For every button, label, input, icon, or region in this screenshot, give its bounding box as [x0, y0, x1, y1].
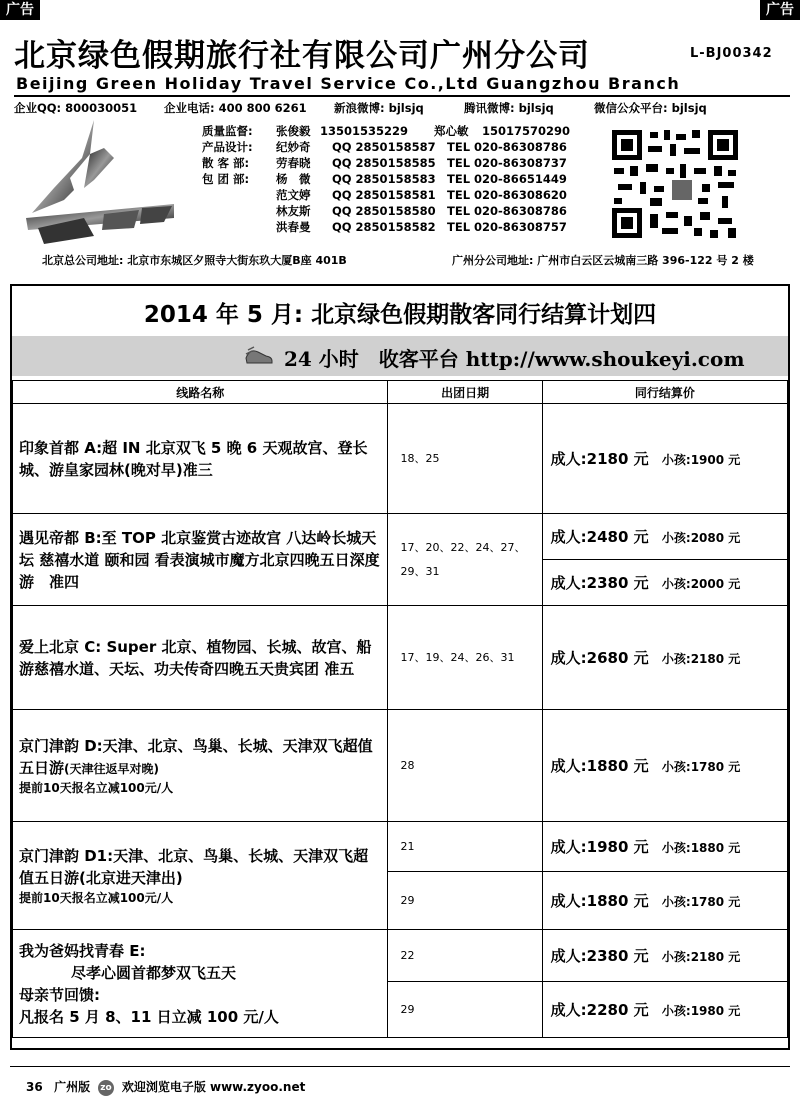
table-row: [13, 710, 788, 822]
staff-name: 杨 微: [276, 172, 311, 186]
beijing-address: 北京总公司地址: 北京市东城区夕照寺大街东玖大厦B座 401B: [42, 254, 347, 267]
staff-name: 洪春曼: [276, 220, 311, 234]
header-departure-date: 出团日期: [388, 381, 542, 404]
route-name-cell: [13, 930, 388, 1038]
header-route-name: 线路名称: [13, 381, 388, 404]
departure-dates: 18、25: [388, 404, 542, 514]
price-cell: [542, 404, 787, 514]
route-table: [12, 380, 788, 1038]
footer-divider: [10, 1066, 790, 1067]
child-price: 小孩:1900 元: [661, 453, 741, 467]
price-cell: [542, 560, 787, 606]
staff-qq: QQ 2850158580: [332, 204, 436, 218]
staff-tel: TEL 020-86308737: [447, 156, 567, 170]
tencent-weibo: 腾讯微博: bjlsjq: [464, 101, 554, 115]
child-price: 小孩:2000 元: [661, 577, 741, 591]
promo-detail: 凡报名 5 月 8、11 日立减 100 元/人: [19, 1007, 279, 1026]
wechat-qr-code-icon[interactable]: [610, 128, 740, 240]
price-cell: [542, 514, 787, 560]
price-cell: [542, 606, 787, 710]
route-subtitle: (天津往返早对晚): [64, 761, 159, 776]
adult-price: 成人:2680 元: [550, 649, 649, 667]
staff-name: 林友斯: [276, 204, 311, 218]
table-row: [13, 606, 788, 710]
departure-dates: 28: [388, 710, 542, 822]
staff-role: 包 团 部:: [202, 172, 250, 186]
price-cell: [542, 872, 787, 930]
route-name-cell: [13, 710, 388, 822]
child-price: 小孩:2180 元: [661, 652, 741, 666]
child-price: 小孩:1780 元: [661, 895, 741, 909]
route-name: 京门津韵 D:天津、北京、鸟巢、长城、天津双飞超值五日游: [19, 736, 373, 777]
route-name: 印象首都 A:超 IN 北京双飞 5 晚 6 天观故宫、登长城、游皇家园林(晚对早)准三: [13, 404, 388, 514]
route-name: 京门津韵 D1:天津、北京、鸟巢、长城、天津双飞超值五日游(北京进天津出): [19, 846, 369, 887]
staff-tel: TEL 020-86308620: [447, 188, 567, 202]
route-name: 爱上北京 C: Super 北京、植物园、长城、故宫、船游慈禧水道、天坛、功夫传奇四晚五天贵宾团 准五: [13, 606, 388, 710]
staff-phone-extra: 15017570290: [482, 124, 571, 138]
booking-banner: [12, 336, 788, 376]
staff-role: 质量监督:: [202, 124, 253, 138]
departure-dates: 29: [388, 872, 542, 930]
adult-price: 成人:2180 元: [550, 450, 649, 468]
header-settlement-price: 同行结算价: [542, 381, 787, 404]
adult-price: 成人:2280 元: [550, 1001, 649, 1019]
plan-title: 2014 年 5 月: 北京绿色假期散客同行结算计划四: [143, 302, 657, 328]
staff-tel: TEL 020-86651449: [447, 172, 567, 186]
company-phone: 企业电话: 400 800 6261: [164, 101, 307, 115]
adult-price: 成人:2480 元: [550, 528, 649, 546]
website-link[interactable]: 欢迎浏览电子版 www.zyoo.net: [121, 1080, 306, 1094]
wechat-account: 微信公众平台: bjlsjq: [594, 101, 707, 115]
route-discount-note: 提前10天报名立减100元/人: [19, 780, 174, 795]
departure-dates: 17、19、24、26、31: [388, 606, 542, 710]
table-row: [13, 822, 788, 872]
staff-phone: 13501535229: [320, 124, 409, 138]
table-header-row: [13, 381, 788, 404]
staff-qq: QQ 2850158581: [332, 188, 436, 202]
ad-label-right: 广告: [760, 0, 800, 20]
adult-price: 成人:1980 元: [550, 838, 649, 856]
price-cell: [542, 930, 787, 982]
table-row: [13, 404, 788, 514]
staff-tel: TEL 020-86308786: [447, 204, 567, 218]
staff-qq: QQ 2850158583: [332, 172, 436, 186]
running-shoe-icon: [244, 344, 274, 366]
staff-role: 散 客 部:: [202, 156, 250, 170]
company-logo-icon: [24, 118, 174, 248]
departure-dates: 21: [388, 822, 542, 872]
staff-tel: TEL 020-86308786: [447, 140, 567, 154]
route-name: 我为爸妈找青春 E:: [19, 941, 146, 960]
company-qq: 企业QQ: 800030051: [14, 101, 138, 115]
guangzhou-address: 广州分公司地址: 广州市白云区云城南三路 396-122 号 2 楼: [452, 254, 754, 267]
price-cell: [542, 710, 787, 822]
staff-qq: QQ 2850158587: [332, 140, 436, 154]
departure-dates: 17、20、22、24、27、29、31: [388, 514, 542, 606]
price-cell: [542, 982, 787, 1038]
departure-dates: 29: [388, 982, 542, 1038]
adult-price: 成人:1880 元: [550, 757, 649, 775]
route-subtitle: 尽孝心圆首都梦双飞五天: [71, 963, 237, 982]
staff-name: 纪妙奇: [276, 140, 311, 154]
child-price: 小孩:2180 元: [661, 950, 741, 964]
company-name-en: Beijing Green Holiday Travel Service Co.,Ltd Guangzhou Branch: [16, 74, 681, 93]
child-price: 小孩:1780 元: [661, 760, 741, 774]
staff-name: 张俊毅: [276, 124, 311, 138]
child-price: 小孩:1980 元: [661, 1004, 741, 1018]
edition-label: 广州版: [54, 1080, 91, 1094]
staff-tel: TEL 020-86308757: [447, 220, 567, 234]
promo-title: 母亲节回馈:: [19, 985, 100, 1004]
adult-price: 成人:1880 元: [550, 892, 649, 910]
company-name-cn: 北京绿色假期旅行社有限公司广州分公司: [14, 38, 590, 74]
staff-name: 范文婷: [276, 188, 311, 202]
page-number: 36: [26, 1080, 43, 1094]
staff-name: 劳春晓: [276, 156, 311, 170]
footer: [26, 1078, 305, 1096]
child-price: 小孩:2080 元: [661, 531, 741, 545]
route-discount-note: 提前10天报名立减100元/人: [19, 890, 174, 905]
price-cell: [542, 822, 787, 872]
adult-price: 成人:2380 元: [550, 574, 649, 592]
table-row: [13, 930, 788, 982]
route-name: 遇见帝都 B:至 TOP 北京鉴赏古迹故宫 八达岭长城天坛 慈禧水道 颐和园 看表演城市魔方北京四晚五日深度游 准四: [13, 514, 388, 606]
departure-dates: 22: [388, 930, 542, 982]
staff-qq: QQ 2850158582: [332, 220, 436, 234]
child-price: 小孩:1880 元: [661, 841, 741, 855]
sina-weibo: 新浪微博: bjlsjq: [334, 101, 424, 115]
booking-platform-link[interactable]: 24 小时 收客平台 http://www.shoukeyi.com: [284, 347, 745, 371]
ad-label-left: 广告: [0, 0, 40, 20]
adult-price: 成人:2380 元: [550, 947, 649, 965]
staff-role: 产品设计:: [202, 140, 253, 154]
license-number: L-BJ00342: [690, 46, 773, 61]
table-row: [13, 514, 788, 560]
staff-name-extra: 郑心敏: [434, 124, 469, 138]
zo-logo-icon: zo: [98, 1080, 114, 1096]
route-name-cell: [13, 822, 388, 930]
staff-qq: QQ 2850158585: [332, 156, 436, 170]
header-divider: [14, 95, 790, 97]
